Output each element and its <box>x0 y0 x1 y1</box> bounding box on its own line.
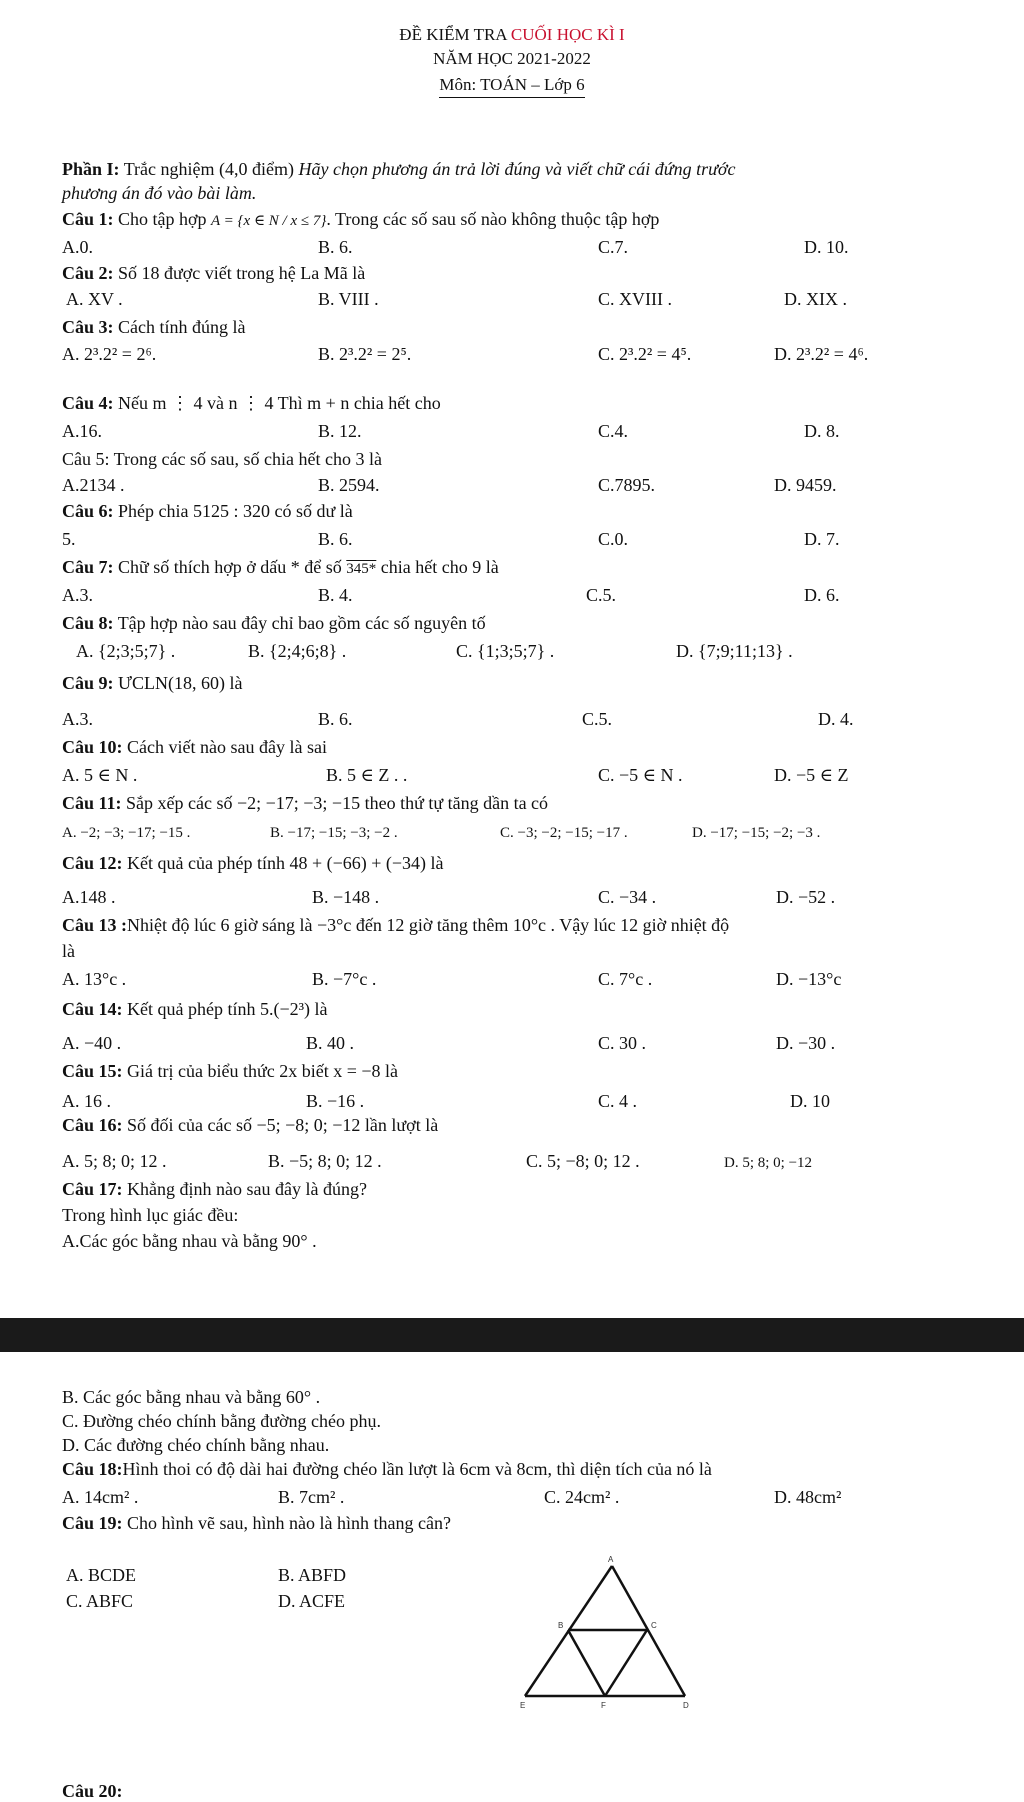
part1-title: Phần I: <box>62 159 120 179</box>
option-d: D. 48cm² <box>774 1487 842 1507</box>
question-label: Câu 13 : <box>62 915 128 935</box>
question-text: Giá trị của biểu thức 2x biết x = −8 là <box>122 1061 398 1081</box>
option-d: D. 10. <box>804 237 849 257</box>
question-text: Kết quả của phép tính 48 + (−66) + (−34) là <box>122 853 444 873</box>
question-text: Kết quả phép tính 5.(−2³) là <box>122 999 328 1019</box>
option-b: B. 2³.2² = 2⁵. <box>318 344 412 364</box>
option-c: C. {1;3;5;7} . <box>456 641 555 661</box>
option-d: D. XIX . <box>784 289 847 309</box>
part1-instruction-b: phương án đó vào bài làm. <box>62 183 257 203</box>
question-text: Cho tập hợp <box>113 209 212 229</box>
option-b: B. −5; 8; 0; 12 . <box>268 1151 382 1171</box>
point-label-c: C <box>651 1621 657 1630</box>
option-d: D. 9459. <box>774 475 837 495</box>
option-c: C. 2³.2² = 4⁵. <box>598 344 692 364</box>
option-b: B. 7cm² . <box>278 1487 345 1507</box>
question-13 <box>62 914 729 936</box>
question-number-overline: 345* <box>346 561 377 577</box>
question-6 <box>62 500 353 522</box>
option-b: B. −16 . <box>306 1091 365 1111</box>
segment-cf <box>605 1630 647 1696</box>
question-text: Số 18 được viết trong hệ La Mã là <box>113 263 366 283</box>
question-20-label: Câu 20: <box>62 1781 123 1801</box>
question-label: Câu 16: <box>62 1115 123 1135</box>
point-label-a: A <box>608 1555 614 1564</box>
part1-heading <box>62 158 736 180</box>
question-label: Câu 4: <box>62 393 114 413</box>
question-15 <box>62 1060 398 1082</box>
question-3 <box>62 316 246 338</box>
question-label: Câu 3: <box>62 317 114 337</box>
question-text: Hình thoi có độ dài hai đường chéo lần lượt là 6cm và 8cm, thì diện tích của nó là <box>122 1459 712 1479</box>
point-label-b: B <box>558 1621 564 1630</box>
question-label: Câu 10: <box>62 737 123 757</box>
question-5: Câu 5: Trong các số sau, số chia hết cho 3 là <box>62 449 382 469</box>
option-d: D. −30 . <box>776 1033 836 1053</box>
option-a: A. {2;3;5;7} . <box>76 641 176 661</box>
option-d: D. Các đường chéo chính bằng nhau. <box>62 1435 330 1455</box>
trapezoid-figure <box>470 1552 700 1722</box>
option-a: A.Các góc bằng nhau và bằng 90° . <box>62 1231 317 1251</box>
option-d: D. −13°c <box>776 969 842 989</box>
part1-instruction-a: Hãy chọn phương án trả lời đúng và viết chữ cái đứng trước <box>294 159 736 179</box>
option-a: A. BCDE <box>66 1565 137 1585</box>
option-c: C. −34 . <box>598 887 657 907</box>
exam-title <box>0 24 1024 45</box>
point-label-e: E <box>520 1701 526 1710</box>
option-c: C.5. <box>582 709 613 729</box>
option-b: B. 6. <box>318 529 353 549</box>
option-a: A. 13°c . <box>62 969 127 989</box>
segment-bf <box>568 1630 605 1696</box>
question-text: Nhiệt độ lúc 6 giờ sáng là −3°c đến 12 giờ tăng thêm 10°c . Vậy lúc 12 giờ nhiệt độ <box>127 915 730 935</box>
option-b: B. VIII . <box>318 289 379 309</box>
question-7 <box>62 556 499 580</box>
option-c: C.7895. <box>598 475 656 495</box>
option-b: B. 4. <box>318 585 353 605</box>
option-a: A. 5; 8; 0; 12 . <box>62 1151 167 1171</box>
question-label: Câu 19: <box>62 1513 123 1533</box>
question-12 <box>62 852 444 874</box>
question-17 <box>62 1178 367 1200</box>
option-a: A. XV . <box>66 289 123 309</box>
question-18 <box>62 1458 712 1480</box>
option-b: B. ABFD <box>278 1565 347 1585</box>
question-text: Cách tính đúng là <box>113 317 246 337</box>
option-d: D. 4. <box>818 709 854 729</box>
option-c: C. −3; −2; −15; −17 . <box>500 825 628 841</box>
question-text: Cách viết nào sau đây là sai <box>122 737 327 757</box>
option-b: B. −148 . <box>312 887 380 907</box>
question-label: Câu 7: <box>62 557 114 577</box>
option-c: C. ABFC <box>66 1591 134 1611</box>
question-17-context: Trong hình lục giác đều: <box>62 1205 239 1225</box>
question-text: Phép chia 5125 : 320 có số dư là <box>113 501 353 521</box>
part1-title-rest: Trắc nghiệm (4,0 điểm) <box>119 159 294 179</box>
option-a: A. −40 . <box>62 1033 122 1053</box>
question-label: Câu 15: <box>62 1061 123 1081</box>
question-10 <box>62 736 327 758</box>
question-label: Câu 8: <box>62 613 114 633</box>
question-text: Sắp xếp các số −2; −17; −3; −15 theo thứ tự tăng dần ta có <box>121 793 549 813</box>
question-text: Cho hình vẽ sau, hình nào là hình thang cân? <box>122 1513 451 1533</box>
option-a: A.3. <box>62 709 93 729</box>
question-math: A = {x ∈ N / x ≤ 7} <box>211 213 327 229</box>
option-c: C. −5 ∈ N . <box>598 765 683 785</box>
option-c: C.5. <box>586 585 617 605</box>
option-b: B. 6. <box>318 237 353 257</box>
page-2 <box>0 1352 1024 1801</box>
question-text-2: . Trong các số sau số nào không thuộc tập hợp <box>326 209 660 229</box>
school-year: NĂM HỌC 2021-2022 <box>433 49 591 68</box>
option-d: D. 6. <box>804 585 840 605</box>
option-c: C. 4 . <box>598 1091 638 1111</box>
point-label-d: D <box>683 1701 689 1710</box>
question-1 <box>62 208 659 232</box>
option-a: A. 14cm² . <box>62 1487 139 1507</box>
question-label: Câu 2: <box>62 263 114 283</box>
option-a: A. 16 . <box>62 1091 111 1111</box>
exam-title-highlight: CUỐI HỌC KÌ I <box>510 25 625 44</box>
option-c: C. 5; −8; 0; 12 . <box>526 1151 640 1171</box>
option-b: B. −17; −15; −3; −2 . <box>270 825 398 841</box>
option-c: C. 24cm² . <box>544 1487 620 1507</box>
question-11 <box>62 792 548 814</box>
option-b: B. 6. <box>318 709 353 729</box>
question-text: Số đối của các số −5; −8; 0; −12 lần lượt là <box>122 1115 439 1135</box>
option-c: C. 30 . <box>598 1033 647 1053</box>
option-d: D. 5; 8; 0; −12 <box>724 1155 813 1171</box>
question-label: Câu 9: <box>62 673 114 693</box>
option-a: 5. <box>62 529 76 549</box>
option-d: D. −52 . <box>776 887 836 907</box>
option-d: D. 8. <box>804 421 840 441</box>
option-b: B. −7°c . <box>312 969 377 989</box>
option-d: D. −17; −15; −2; −3 . <box>692 825 821 841</box>
option-a: A. −2; −3; −17; −15 . <box>62 825 191 841</box>
option-a: A. 2³.2² = 2⁶. <box>62 344 157 364</box>
option-b: B. {2;4;6;8} . <box>248 641 347 661</box>
subject-text: Môn: TOÁN – Lớp 6 <box>439 74 584 98</box>
question-text: ƯCLN(18, 60) là <box>113 673 243 693</box>
option-c: C.0. <box>598 529 629 549</box>
option-d: D. {7;9;11;13} . <box>676 641 793 661</box>
question-19 <box>62 1512 451 1534</box>
option-a: A.0. <box>62 237 93 257</box>
question-label: Câu 18: <box>62 1459 123 1479</box>
option-a: A. 5 ∈ N . <box>62 765 138 785</box>
figure-lines <box>525 1566 685 1696</box>
question-label: Câu 1: <box>62 209 114 229</box>
option-b: B. 12. <box>318 421 362 441</box>
option-d: D. −5 ∈ Z <box>774 765 849 785</box>
question-8 <box>62 612 486 634</box>
question-2 <box>62 262 365 284</box>
option-d: D. ACFE <box>278 1591 346 1611</box>
question-text: Nếu m ⋮ 4 và n ⋮ 4 Thì m + n chia hết cho <box>113 393 441 413</box>
question-text-2: chia hết cho 9 là <box>376 557 499 577</box>
question-9 <box>62 672 242 694</box>
option-b: B. 5 ∈ Z . . <box>326 765 408 785</box>
option-a: A.2134 . <box>62 475 125 495</box>
option-b: B. 40 . <box>306 1033 355 1053</box>
question-text: Tập hợp nào sau đây chỉ bao gồm các số nguyên tố <box>113 613 486 633</box>
option-d: D. 10 <box>790 1091 830 1111</box>
question-16 <box>62 1114 438 1136</box>
page-separator <box>0 1318 1024 1352</box>
option-b: B. 2594. <box>318 475 380 495</box>
option-a: A.3. <box>62 585 93 605</box>
option-c: C. XVIII . <box>598 289 672 309</box>
option-c: C.7. <box>598 237 629 257</box>
question-label: Câu 14: <box>62 999 123 1019</box>
option-c: C. 7°c . <box>598 969 653 989</box>
option-a: A.148 . <box>62 887 116 907</box>
question-4 <box>62 392 441 414</box>
exam-title-prefix: ĐỀ KIỂM TRA <box>399 25 511 44</box>
option-d: D. 2³.2² = 4⁶. <box>774 344 869 364</box>
option-b: B. Các góc bằng nhau và bằng 60° . <box>62 1387 321 1407</box>
question-13-continued: là <box>62 941 75 961</box>
subject-line <box>0 74 1024 98</box>
question-label: Câu 12: <box>62 853 123 873</box>
option-a: A.16. <box>62 421 102 441</box>
question-label: Câu 17: <box>62 1179 123 1199</box>
option-c: C.4. <box>598 421 629 441</box>
question-14 <box>62 998 328 1020</box>
question-text: Chữ số thích hợp ở dấu * để số <box>113 557 347 577</box>
option-d: D. 7. <box>804 529 840 549</box>
option-c: C. Đường chéo chính bằng đường chéo phụ. <box>62 1411 381 1431</box>
question-label: Câu 6: <box>62 501 114 521</box>
question-label: Câu 11: <box>62 793 122 813</box>
point-label-f: F <box>601 1701 606 1710</box>
question-text: Khẳng định nào sau đây là đúng? <box>122 1179 367 1199</box>
